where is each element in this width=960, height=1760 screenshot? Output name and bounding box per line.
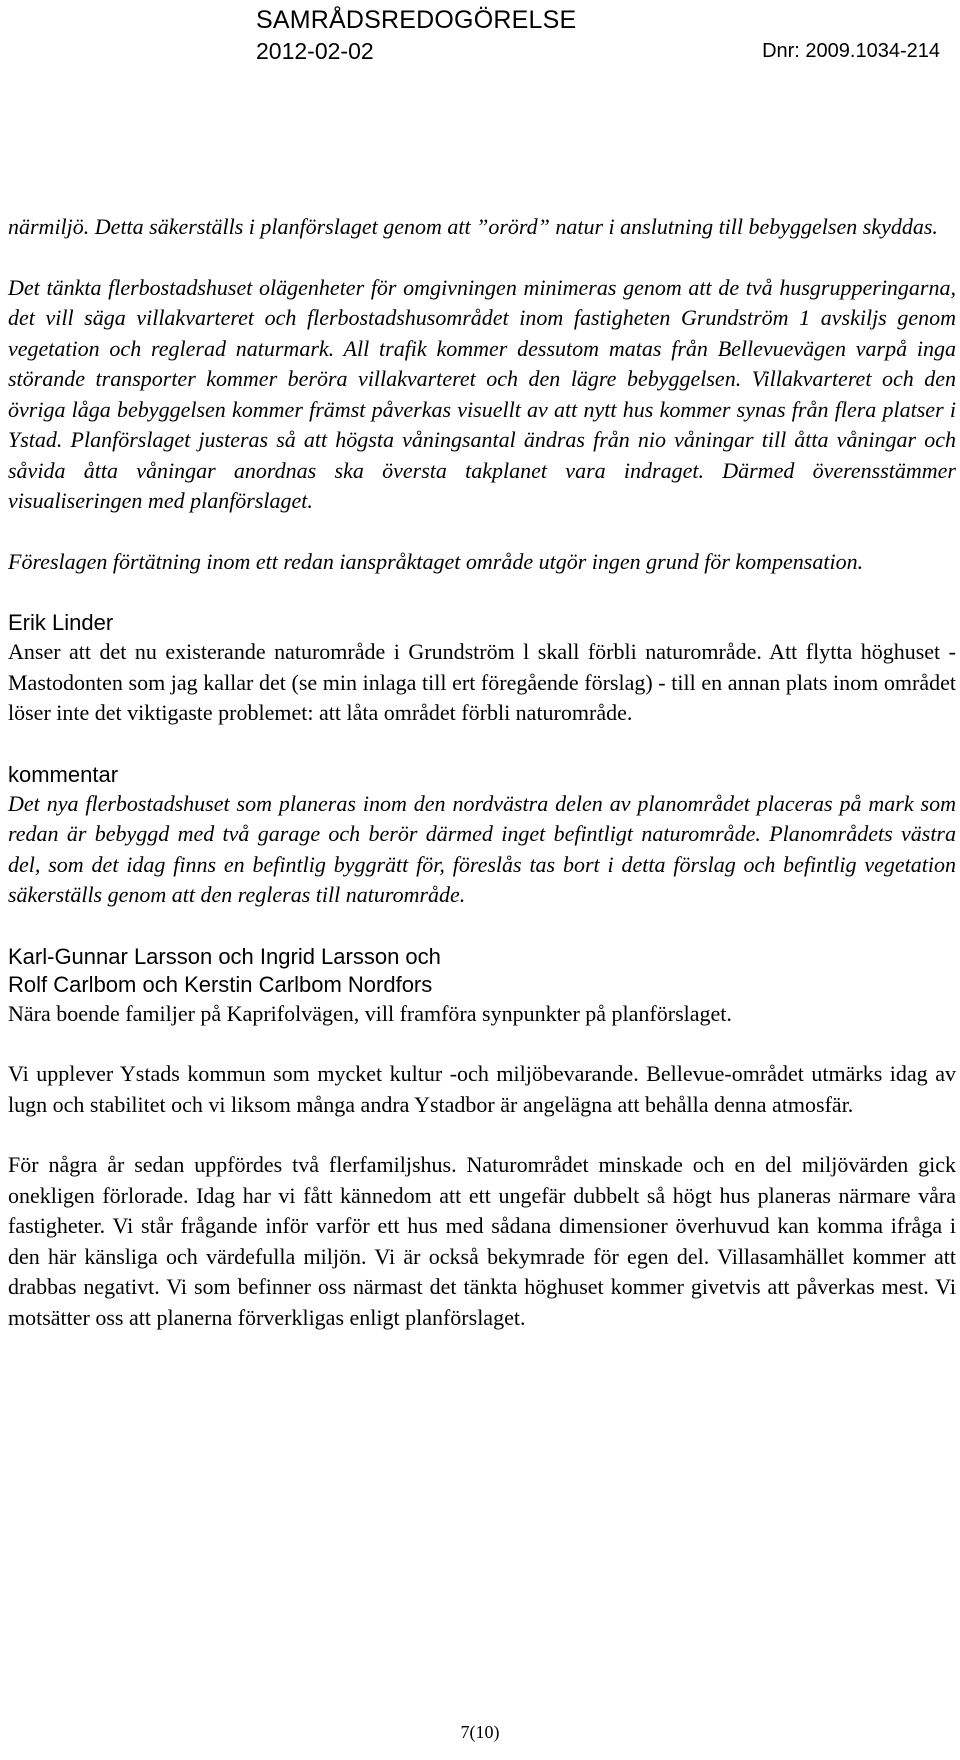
- document-date: 2012-02-02: [256, 38, 374, 64]
- paragraph-objection: För några år sedan uppfördes två flerfamiljshus. Naturområdet minskade och en del miljövärden gick onekligen förlorade. Idag har vi fått kännedom att ett ungefär dubbelt så högt hus planeras närmare våra fastigheter. Vi står frågande inför varför ett hus med sådana dimensioner överhuvud kan komma ifråga i den här känsliga och värdefulla miljön. Vi är också bekymrade för egen del. Villasamhället kommer att drabbas negativt. Vi som befinner oss närmast det tänkta höghuset kommer givetvis att påverkas mest. Vi motsätter oss att planerna förverkligas enligt planförslaget.: [8, 1152, 956, 1330]
- document-title: SAMRÅDSREDOGÖRELSE: [256, 6, 577, 34]
- paragraph-response-traffic: Det tänkta flerbostadshuset olägenheter för omgivningen minimeras genom att de två husgrupperingarna, det vill säga villakvarteret och flerbostadshusområdet inom fastigheten Grundström 1 avskiljs genom vegetation och reglerad naturmark. All trafik kommer dessutom matas från Bellevuevägen varpå inga störande transporter kommer beröra villakvarteret och den lägre bebyggelsen. Villakvarteret och den övriga låga bebyggelsen kommer främst påverkas visuellt av att nytt hus kommer synas från flera platser i Ystad. Planförslaget justeras så att högsta våningsantal ändras från nio våningar till åtta våningar och såvida åtta våningar anordnas ska översta takplanet vara indraget. Därmed överensstämmer visualiseringen med planförslaget.: [8, 274, 956, 513]
- heading-larsson-1: Karl-Gunnar Larsson och Ingrid Larsson och: [8, 943, 441, 969]
- paragraph-kommentar: Det nya flerbostadshuset som planeras inom den nordvästra delen av planområdet placeras på mark som redan är bebyggd med två garage och berör därmed inget befintligt naturområde. Planområdets västra del, som det idag finns en befintlig byggrätt för, föreslås tas bort i detta förslag och befintlig vegetation säkerställs genom att den regleras till naturområde.: [8, 790, 956, 907]
- paragraph-continuation: närmiljö. Detta säkerställs i planförslaget genom att ”orörd” natur i anslutning till bebyggelsen skyddas.: [8, 214, 938, 239]
- heading-erik-linder: Erik Linder: [8, 610, 114, 635]
- page-number: 7(10): [460, 1722, 500, 1742]
- paragraph-response-compensation: Föreslagen förtätning inom ett redan ianspråktaget område utgör ingen grund för kompensation.: [8, 548, 864, 574]
- heading-kommentar: kommentar: [8, 761, 119, 787]
- document-body: [8, 212, 956, 1333]
- heading-larsson-2: Rolf Carlbom och Kerstin Carlbom Nordfors: [8, 971, 433, 997]
- document-dnr: Dnr: 2009.1034-214: [762, 40, 940, 62]
- paragraph-kaprifolvagen: Nära boende familjer på Kaprifolvägen, vill framföra synpunkter på planförslaget.: [8, 1000, 732, 1026]
- paragraph-ystad-culture: Vi upplever Ystads kommun som mycket kultur -och miljöbevarande. Bellevue-området utmärks idag av lugn och stabilitet och vi liksom många andra Ystadbor är angelägna att behålla denna atmosfär.: [8, 1061, 956, 1117]
- paragraph-erik-linder: Anser att det nu existerande naturområde i Grundström l skall förbli naturområde. Att flytta höghuset - Mastodonten som jag kallar det (se min inlaga till ert föregående förslag) - till en annan plats inom området löser inte det viktigaste problemet: att låta området förbli naturområde.: [8, 639, 956, 725]
